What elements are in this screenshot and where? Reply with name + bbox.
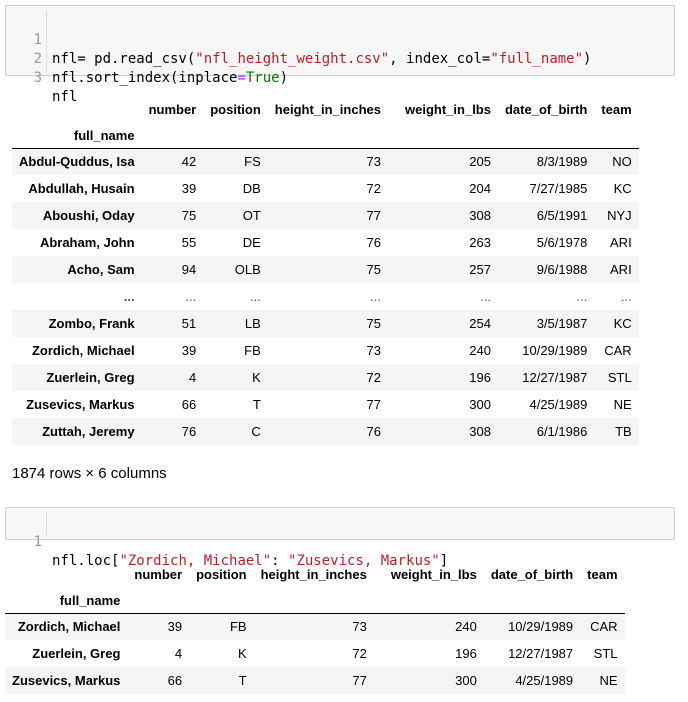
row-index: Acho, Sam [67, 262, 135, 277]
row-index: Zordich, Michael [17, 619, 121, 635]
code-text: nfl= pd.read_csv( [52, 51, 196, 67]
table-row [12, 337, 639, 364]
table-cell: KC [613, 316, 632, 331]
table-cell: 39 [181, 181, 197, 196]
table-cell: NE [613, 397, 632, 412]
string-literal: "full_name" [490, 51, 584, 67]
column-header: weight_in_lbs [390, 566, 477, 582]
table-cell: STL [593, 646, 618, 661]
operator: = [237, 70, 246, 86]
row-index: Zuttah, Jeremy [42, 424, 135, 439]
row-index: Aboushi, Oday [42, 208, 135, 223]
row-index: Zuerlein, Greg [46, 370, 135, 385]
row-index: ... [123, 289, 135, 304]
table-cell: 77 [352, 673, 367, 688]
table-cell: NO [612, 154, 632, 170]
table-row [5, 640, 625, 667]
row-index: Zuerlein, Greg [32, 646, 121, 661]
table-cell: 72 [366, 370, 381, 385]
code-text: nfl.sort_index(inplace [52, 70, 238, 86]
code-cell-1[interactable] [5, 5, 675, 105]
table-cell: 72 [366, 181, 381, 196]
code-line-1[interactable] [6, 514, 674, 569]
table-row [12, 256, 639, 283]
table-cell: 77 [366, 397, 381, 412]
table-cell: 72 [352, 646, 367, 661]
code-text: , index_col= [389, 51, 491, 67]
table-cell: 73 [352, 619, 367, 635]
column-header: height_in_inches [260, 566, 367, 582]
index-name-row [12, 123, 639, 148]
table-cell: 75 [181, 208, 197, 223]
table-cell: 9/6/1988 [536, 262, 588, 277]
corner-cell [5, 560, 127, 588]
table-cell: 73 [366, 343, 381, 358]
line-number: 3 [33, 70, 42, 86]
table-cell: ... [370, 289, 381, 304]
column-header: height_in_inches [274, 101, 381, 117]
table-cell: 76 [181, 424, 197, 439]
column-header: number [148, 101, 197, 117]
table-cell: ... [249, 289, 261, 304]
column-header: team [601, 101, 632, 117]
table-cell: 75 [366, 262, 381, 277]
line-number: 2 [33, 51, 42, 67]
column-header: team [587, 566, 618, 582]
table-cell: FB [244, 343, 261, 358]
column-header: number [134, 566, 183, 582]
column-header: weight_in_lbs [405, 101, 491, 117]
table-cell: CAR [604, 343, 632, 358]
table-cell: NE [599, 673, 618, 688]
table-cell: 263 [469, 235, 491, 250]
index-name: full_name [5, 588, 127, 613]
column-header: position [196, 566, 247, 582]
line-number: 1 [33, 32, 42, 48]
row-index: Zombo, Frank [48, 316, 135, 331]
table-cell: FB [229, 619, 247, 635]
table-cell: 66 [181, 397, 197, 412]
table-cell: 66 [167, 673, 183, 688]
code-text: ) [583, 51, 592, 67]
table-cell: 8/3/1989 [536, 154, 588, 170]
table-cell: 4 [174, 646, 183, 661]
table-cell: 42 [181, 154, 197, 170]
keyword: True [245, 70, 280, 86]
string-literal: "Zordich, Michael" [119, 553, 272, 569]
table-cell: 300 [455, 673, 477, 688]
dataframe-table [12, 95, 639, 445]
code-cell-2[interactable] [5, 507, 675, 569]
row-index: Abraham, John [39, 235, 135, 250]
table-cell: 76 [366, 424, 381, 439]
table-cell: 4/25/1989 [515, 673, 574, 688]
row-index: Zusevics, Markus [12, 673, 121, 688]
table-cell: ARI [610, 235, 632, 250]
table-cell: DE [242, 235, 261, 250]
table-cell: FS [244, 154, 261, 170]
table-cell: ... [185, 289, 197, 304]
index-name: full_name [12, 123, 142, 148]
dataframe-output-2 [5, 560, 625, 694]
column-header-row [5, 560, 625, 588]
table-cell: 76 [366, 235, 381, 250]
table-row [12, 229, 639, 256]
table-cell: 4 [189, 370, 197, 385]
table-row [12, 175, 639, 202]
table-cell: 10/29/1989 [522, 343, 588, 358]
table-cell: 39 [181, 343, 197, 358]
column-header: date_of_birth [504, 101, 588, 117]
row-index: Abdullah, Husain [28, 181, 135, 196]
code-text: ) [279, 70, 289, 86]
table-cell: ... [576, 289, 588, 304]
table-cell: LB [244, 316, 261, 331]
table-cell: 3/5/1987 [536, 316, 588, 331]
table-cell: 308 [469, 424, 491, 439]
column-header: date_of_birth [490, 566, 574, 582]
table-cell: 6/5/1991 [536, 208, 588, 223]
table-cell: 4/25/1989 [529, 397, 588, 412]
table-cell: 7/27/1985 [529, 181, 588, 196]
column-header-row [12, 95, 639, 123]
dataframe-output-1 [12, 95, 639, 445]
table-cell: 94 [181, 262, 197, 277]
table-cell: CAR [590, 619, 618, 635]
table-cell: K [237, 646, 247, 661]
ellipsis-row [12, 283, 639, 310]
table-cell: 6/1/1986 [536, 424, 588, 439]
row-index: Zordich, Michael [31, 343, 135, 358]
dataframe-shape-note: 1874 rows × 6 columns [12, 465, 167, 482]
table-cell: 205 [469, 154, 491, 170]
index-name-row [5, 588, 625, 613]
table-row [12, 148, 639, 175]
table-row [5, 613, 625, 640]
table-cell: 12/27/1987 [522, 370, 588, 385]
table-cell: ARI [610, 262, 632, 277]
table-cell: 39 [167, 619, 183, 635]
table-cell: 75 [366, 316, 381, 331]
table-cell: 240 [469, 343, 491, 358]
table-cell: 254 [469, 316, 491, 331]
table-cell: 308 [469, 208, 491, 223]
string-literal: "nfl_height_weight.csv" [195, 51, 390, 67]
table-cell: 12/27/1987 [508, 646, 574, 661]
table-cell: 10/29/1989 [508, 619, 574, 635]
table-cell: 5/6/1978 [536, 235, 588, 250]
table-cell: NYJ [607, 208, 632, 223]
table-cell: 51 [181, 316, 197, 331]
table-cell: OT [242, 208, 261, 223]
table-row [12, 310, 639, 337]
table-cell: 73 [366, 154, 381, 170]
code-line-1[interactable] [6, 12, 674, 67]
table-cell: ... [620, 289, 632, 304]
table-cell: T [238, 673, 247, 688]
table-cell: T [252, 397, 261, 412]
table-row [12, 418, 639, 445]
column-header: position [210, 101, 261, 117]
row-index: Zusevics, Markus [26, 397, 135, 412]
string-literal: "Zusevics, Markus" [288, 553, 440, 569]
table-cell: STL [607, 370, 632, 385]
table-cell: OLB [234, 262, 261, 277]
table-row [12, 364, 639, 391]
code-text: nfl.loc[ [52, 553, 120, 569]
table-row [12, 202, 639, 229]
line-number: 1 [33, 534, 42, 550]
corner-cell [12, 95, 142, 123]
table-cell: ... [480, 289, 491, 304]
table-cell: K [252, 370, 261, 385]
table-cell: 196 [455, 646, 477, 661]
table-cell: 257 [469, 262, 491, 277]
row-index: Abdul-Quddus, Isa [19, 154, 135, 170]
table-row [12, 391, 639, 418]
table-cell: 196 [469, 370, 491, 385]
code-text: : [271, 553, 289, 569]
code-text: ] [439, 553, 449, 569]
table-cell: 240 [455, 619, 477, 635]
code-text: nfl [52, 89, 78, 105]
table-cell: TB [615, 424, 632, 439]
table-cell: 77 [366, 208, 381, 223]
table-cell: 300 [469, 397, 491, 412]
table-cell: C [251, 424, 261, 439]
table-cell: KC [613, 181, 632, 196]
dataframe-table [5, 560, 625, 694]
table-cell: 55 [181, 235, 197, 250]
table-row [5, 667, 625, 694]
table-cell: 204 [469, 181, 491, 196]
table-cell: DB [242, 181, 261, 196]
